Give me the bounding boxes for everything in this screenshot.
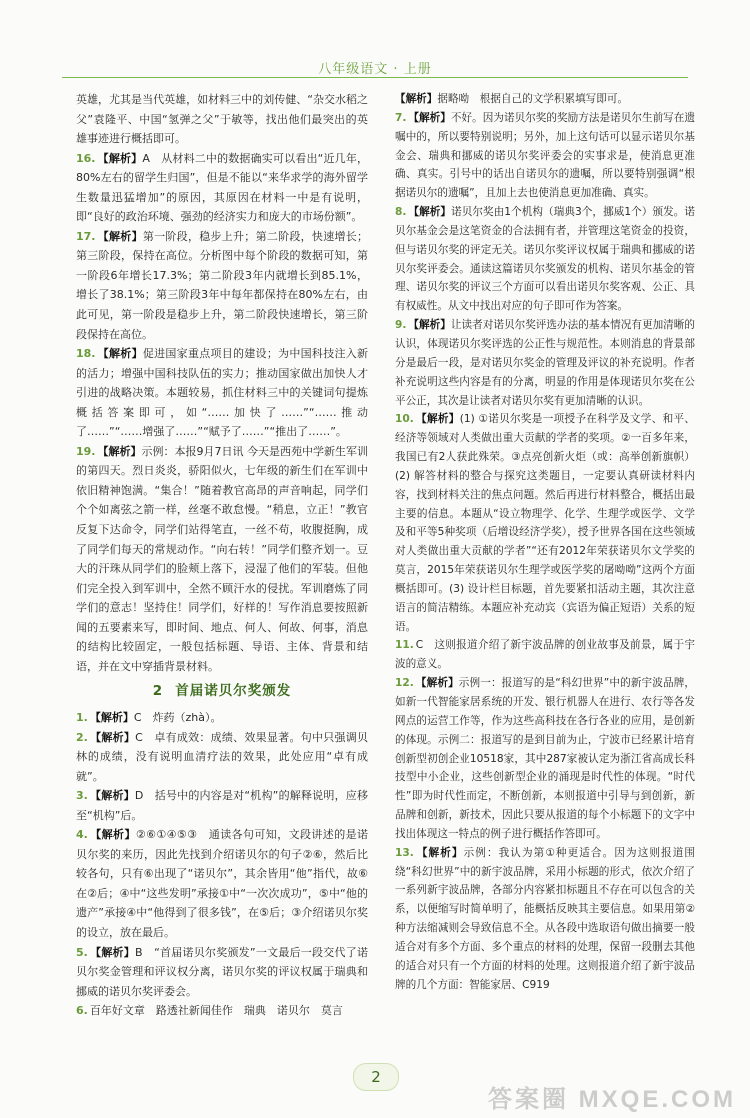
page-number: 2 bbox=[353, 1063, 399, 1091]
answer-item bbox=[395, 90, 695, 109]
header-divider bbox=[62, 77, 688, 78]
answer-item bbox=[76, 344, 368, 442]
page-header bbox=[0, 0, 750, 78]
answer-text: C 这则报道介绍了新宇波品牌的创业故事及前景，属于宇波的意义。 bbox=[395, 639, 695, 671]
answer-item bbox=[76, 442, 368, 677]
analysis-tag: 【解析】 bbox=[415, 846, 464, 859]
answer-text: 让读者对诺贝尔奖评选办法的基本情况有更加清晰的认识，体现诺贝尔奖评选的公正性与规范性。本则消息的背景部分是最后一段，是对诺贝尔奖金的管理及评议的补充说明。作者补充说明这些内容是有的分离，明显的作用是体现诺贝尔奖在公平公正，其次是让读者对诺贝尔奖有更加清晰的认识。 bbox=[395, 319, 696, 407]
answer-item bbox=[395, 844, 695, 995]
answer-text: ②⑥①④⑤③ 通读各句可知，文段讲述的是诺贝尔奖的来历，因此先找到介绍诺贝尔的句子②⑥，然后比较各句，只有⑥出现了“诺贝尔”，其余皆用“他”指代，故⑥在②后；④中“这些发明”承接①中“一次次成功”，⑤中“他的遗产”承接④中“他得到了很多钱”，在⑤后；③介绍诺贝尔奖的设立，放在最后。 bbox=[76, 828, 368, 939]
answer-text: 诺贝尔奖由1个机构（瑞典3个，挪威1个）颁发。诺贝尔基金会是这笔资金的合法拥有者，并管理这笔资金的投资，但与诺贝尔奖的评定无关。诺贝尔奖评议权属于瑞典和挪威的诺贝尔奖评委会。通读这篇诺贝尔奖颁发的机构、诺贝尔基金的管理、诺贝尔奖的评议三个方面可以看出诺贝尔奖客观、公正、具有权威性。从文中找出对应的句子即可作为答案。 bbox=[395, 206, 696, 313]
answer-text: 不好。因为诺贝尔奖的奖励方法是诺贝尔生前写在遗嘱中的，所以要特别说明；另外，加上这句话可以显示诺贝尔基金会、瑞典和挪威的诺贝尔奖评委会的实事求是，使消息更准确、真实。引号中的话出自诺贝尔的遗嘱，所以要特别强调“根据诺贝尔的遗嘱”，且加上去也使消息更加准确、真实。 bbox=[395, 111, 696, 200]
question-number: 16. bbox=[76, 151, 96, 165]
analysis-tag: 【解析】 bbox=[408, 206, 452, 219]
answer-item bbox=[76, 708, 368, 728]
answer-item bbox=[395, 674, 695, 844]
answer-text: C 卓有成效：成绩、效果显著。句中只强调贝林的成绩，没有说明血清疗法的效果，此处应用“卓有成就”。 bbox=[76, 730, 368, 783]
answer-text: C 炸药（zhà）。 bbox=[133, 710, 222, 724]
question-number: 19. bbox=[76, 444, 96, 458]
analysis-tag: 【解析】 bbox=[97, 229, 143, 243]
answer-item bbox=[76, 90, 368, 149]
analysis-tag: 【解析】 bbox=[89, 710, 134, 724]
section-number: 2 bbox=[152, 683, 164, 700]
answer-item bbox=[395, 109, 695, 203]
analysis-tag: 【解析】 bbox=[89, 828, 136, 842]
analysis-tag: 【解析】 bbox=[97, 347, 143, 361]
answer-item bbox=[395, 316, 695, 410]
answer-text: (1) ①诺贝尔奖是一项授予在科学及文学、和平、经济等领域对人类做出重大贡献的学者的奖项。②一百多年来，我国已有2人获此殊荣。③点亮创新火炬（或：高举创新旗帜）(2) 解答材料的整合与探究这类题目，一定要认真研读材料内容，找到材料关注的焦点问题。然后再进行材料整合，概括出最主要的信息。本题从“设立物理学、化学、生理学或医学、文学及和平等5种奖项（后增设经济学奖），授予世界各国在这些领域对人类做出重大贡献的学者”“还有2012年荣获诺贝尔文学奖的莫言，2015年荣获诺贝尔生理学或医学奖的屠呦呦”这两个方面概括即可。(3) 设计栏目标题，首先要紧扣活动主题，其次注意语言的简洁精练。本题应补充动宾（宾语为偏正短语）关系的短语。 bbox=[395, 413, 696, 633]
answer-item bbox=[76, 786, 368, 825]
answer-text: 促进国家重点项目的建设；为中国科技注入新的活力；增强中国科技队伍的实力；推动国家做出加快人才引进的战略决策。本题较易，抓住材料三中的关键词句提炼概括答案即可，如“……加快了……”“……推动了……”“……增强了……”“赋予了……”“推出了……”。 bbox=[76, 347, 369, 439]
analysis-tag: 【解析】 bbox=[89, 945, 136, 959]
watermark-logo: 答案圈 MXQE.COM bbox=[487, 1086, 736, 1113]
question-number: 3. bbox=[76, 789, 88, 803]
section-heading bbox=[76, 682, 368, 702]
answer-text: 据略呦 根据自己的文学积累填写即可。 bbox=[437, 93, 629, 105]
analysis-tag: 【解析】 bbox=[408, 319, 451, 332]
answer-item bbox=[76, 227, 368, 344]
answer-text: 英雄，尤其是当代英雄，如材料三中的刘传健、“杂交水稻之父”袁隆平、中国“氢弹之父”于敏等，找出他们最突出的英雄事迹进行概括即可。 bbox=[76, 93, 368, 146]
running-title: 八年级语文 · 上册 bbox=[318, 62, 432, 77]
answer-item bbox=[395, 203, 695, 316]
question-number: 6. bbox=[76, 1004, 88, 1018]
question-number: 18. bbox=[76, 347, 96, 361]
answer-text: 百年好文章 路透社新闻佳作 瑞典 诺贝尔 莫言 bbox=[89, 1004, 343, 1018]
question-number: 17. bbox=[76, 229, 96, 243]
analysis-tag: 【解析】 bbox=[415, 677, 459, 690]
question-number: 7. bbox=[395, 111, 407, 124]
question-number: 12. bbox=[395, 677, 414, 690]
section-title: 首届诺贝尔奖颁发 bbox=[175, 683, 292, 700]
question-number: 1. bbox=[76, 710, 88, 724]
analysis-tag: 【解析】 bbox=[395, 93, 438, 105]
answer-item bbox=[76, 728, 368, 787]
answer-item bbox=[395, 410, 695, 636]
question-number: 2. bbox=[76, 730, 88, 744]
right-column bbox=[395, 90, 695, 995]
answer-text: A 从材料二中的数据确实可以看出“近几年，80%左右的留学生归国”，但是不能以“来华求学的海外留学生数量迅猛增加”的原因，其原因在材料一中是有说明，即“良好的政治环境、强劲的经济实力和庞大的市场份额”。 bbox=[76, 151, 368, 224]
question-number: 8. bbox=[395, 206, 407, 219]
question-number: 13. bbox=[395, 846, 414, 859]
answer-text: 第一阶段，稳步上升；第二阶段，快速增长；第三阶段，保持在高位。分析图中每个阶段的数据可知，第一阶段6年增长17.3%；第二阶段3年内就增长到85.1%，增长了38.1%；第三阶段3年中每年都保持在80%左右，由此可见，第一阶段是稳步上升，第二阶段快速增长，第三阶段保持在高位。 bbox=[76, 229, 369, 341]
answer-text: B “首届诺贝尔奖颁发”一文最后一段交代了诺贝尔奖金管理和评议权分离，诺贝尔奖的评议权属于瑞典和挪威的诺贝尔奖评委会。 bbox=[76, 945, 368, 998]
answer-text: 示例：本报9月7日讯 今天是西苑中学新生军训的第四天。烈日炎炎，骄阳似火，七年级的新生们在军训中依旧精神饱满。“集合！”随着教官高昂的声音响起，同学们个个如离弦之箭一样，丝毫不敢怠慢。“稍息，立正！”教官反复下达命令，同学们站得笔直，一丝不苟，收腹挺胸，成了同学们每天的常规动作。“向右转！”同学们整齐划一。豆大的汗珠从同学们的脸颊上落下，浸湿了他们的军装。但他们完全投入到军训中，全然不顾汗水的侵扰。军训磨炼了同学们的意志！坚持住！同学们，好样的！写作消息要按照新闻的五要素来写，即时间、地点、何人、何故、何事，消息的结构比较固定，一般包括标题、导语、主体、背景和结语，并在文中穿插背景材料。 bbox=[76, 444, 368, 673]
analysis-tag: 【解析】 bbox=[89, 789, 135, 803]
answer-text: 示例一：报道写的是“科幻世界”中的新宇波品牌，如新一代智能家居系统的开发、银行机器人在进行、农行等各发网点的运营工作等，作为这些高科技在各行各业的应用，是创新的体现。示例二：报道写的是到目前为止，宁波市已经累计培育创新型初创企业10518家，其中287家被认定为浙江省高成长科技型中小企业，这些创新型企业的涌现是时代性的体现。“时代性”即为时代性而定，不断创新，本则报道中引导与到创新，新品牌和创新，新技术，因此只要从报道的每个小标题下的文字中找出体现这一特点的例子进行概括作答即可。 bbox=[395, 677, 696, 840]
analysis-tag: 【解析】 bbox=[97, 151, 143, 165]
question-number: 11. bbox=[395, 639, 414, 652]
answer-text: 示例：我认为第①种更适合。因为这则报道围绕“科幻世界”中的新宇波品牌，采用小标题的形式，依次介绍了一系列新宇波品牌，各部分内容紧扣标题且不存在可以包含的关系，以便缩写时简单明了，能概括反映其主要信息。如果用第②种方法缩减则会导致信息不全。从各段中选取语句做出摘要一般适合对有多个方面、多个重点的材料的处理，保留一段删去其他的适合对只有一个方面的材料的处理。这则报道介绍了新宇波品牌的几个方面：智能家居、C919 bbox=[395, 846, 696, 991]
analysis-tag: 【解析】 bbox=[408, 111, 451, 124]
question-number: 9. bbox=[395, 319, 407, 332]
analysis-tag: 【解析】 bbox=[89, 730, 136, 744]
answer-item bbox=[76, 825, 368, 942]
answer-item bbox=[76, 149, 368, 227]
analysis-tag: 【解析】 bbox=[97, 444, 142, 458]
answer-item bbox=[76, 943, 368, 1002]
answer-item bbox=[395, 636, 695, 674]
analysis-tag: 【解析】 bbox=[415, 413, 460, 426]
answer-text: D 括号中的内容是对“机构”的解释说明，应移至“机构”后。 bbox=[76, 789, 368, 822]
question-number: 5. bbox=[76, 945, 88, 959]
question-number: 10. bbox=[395, 413, 414, 426]
left-column bbox=[76, 90, 368, 1021]
question-number: 4. bbox=[76, 828, 88, 842]
answer-item bbox=[76, 1001, 368, 1021]
